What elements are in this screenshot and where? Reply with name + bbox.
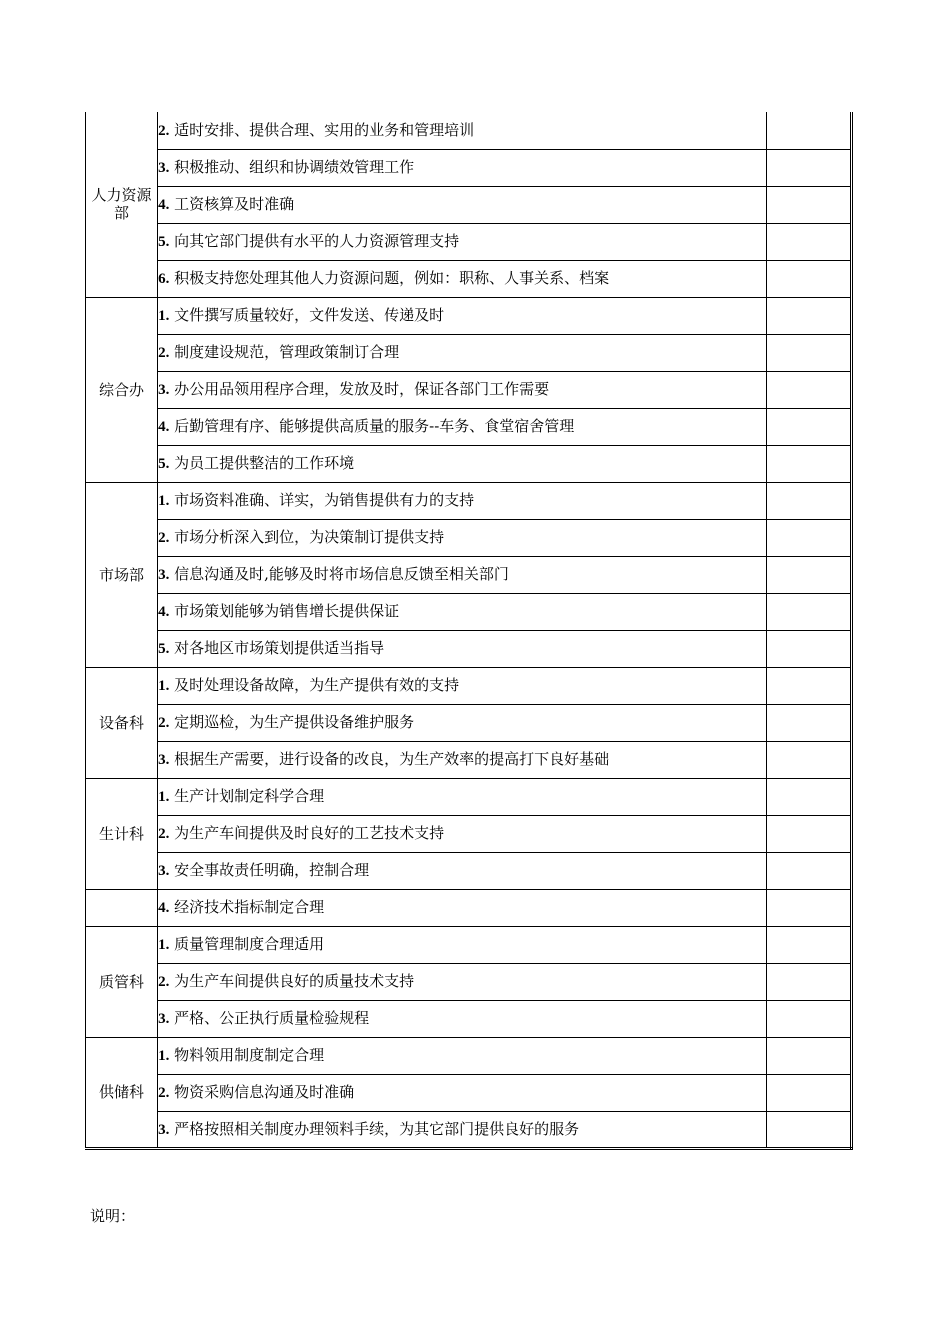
score-cell[interactable] (766, 667, 851, 704)
criterion-cell (158, 223, 767, 260)
score-cell[interactable] (766, 482, 851, 519)
criterion-number: 2. (158, 122, 170, 139)
table-row (86, 926, 852, 963)
criterion-cell (158, 260, 767, 297)
criterion-number: 1. (158, 937, 170, 953)
criterion-number: 3. (158, 160, 170, 176)
score-cell[interactable] (766, 223, 851, 260)
criterion-text: 为生产车间提供及时良好的工艺技术支持 (174, 824, 445, 842)
criterion-cell (158, 334, 767, 371)
table-row (86, 1037, 852, 1074)
criterion-text: 对各地区市场策划提供适当指导 (174, 639, 385, 657)
criterion-number: 5. (158, 456, 170, 472)
criterion-number: 3. (158, 863, 170, 879)
criterion-text: 定期巡检，为生产提供设备维护服务 (174, 713, 415, 731)
table-row (86, 963, 852, 1000)
evaluation-table-body (86, 112, 852, 1148)
score-cell[interactable] (766, 704, 851, 741)
criterion-text: 积极推动、组织和协调绩效管理工作 (174, 158, 415, 176)
score-cell[interactable] (766, 593, 851, 630)
criterion-number: 2. (158, 530, 170, 546)
criterion-number: 3. (158, 1121, 170, 1138)
score-cell[interactable] (766, 778, 851, 815)
department-cell: 质管科 (86, 926, 158, 1037)
criterion-cell (158, 667, 767, 704)
score-cell[interactable] (766, 149, 851, 186)
table-row (86, 815, 852, 852)
department-cell: 市场部 (86, 482, 158, 667)
table-row (86, 667, 852, 704)
criterion-number: 1. (158, 308, 170, 324)
score-cell[interactable] (766, 1000, 851, 1037)
department-cell (86, 889, 158, 926)
table-row (86, 556, 852, 593)
criterion-cell (158, 926, 767, 963)
department-cell: 设备科 (86, 667, 158, 778)
criterion-cell (158, 963, 767, 1000)
criterion-number: 4. (158, 419, 170, 435)
criterion-cell (158, 556, 767, 593)
score-cell[interactable] (766, 963, 851, 1000)
criterion-text: 及时处理设备故障，为生产提供有效的支持 (174, 676, 460, 694)
table-row (86, 297, 852, 334)
criterion-cell (158, 149, 767, 186)
criterion-cell (158, 778, 767, 815)
score-cell[interactable] (766, 112, 851, 149)
criterion-cell (158, 741, 767, 778)
criterion-number: 2. (158, 974, 170, 990)
department-cell: 生计科 (86, 778, 158, 889)
score-cell[interactable] (766, 334, 851, 371)
table-row (86, 408, 852, 445)
evaluation-table (85, 112, 853, 1150)
criterion-text: 制度建设规范，管理政策制订合理 (174, 343, 400, 361)
criterion-cell (158, 186, 767, 223)
table-row (86, 704, 852, 741)
criterion-number: 4. (158, 604, 170, 620)
criterion-cell (158, 1037, 767, 1074)
criterion-text: 市场分析深入到位，为决策制订提供支持 (174, 528, 445, 546)
criterion-number: 3. (158, 567, 170, 583)
criterion-text: 根据生产需要，进行设备的改良，为生产效率的提高打下良好基础 (174, 750, 610, 768)
table-row (86, 112, 852, 149)
table-row (86, 852, 852, 889)
criterion-text: 市场资料准确、详实，为销售提供有力的支持 (174, 491, 475, 509)
score-cell[interactable] (766, 1111, 851, 1148)
criterion-number: 2. (158, 345, 170, 361)
table-row (86, 889, 852, 926)
criterion-text: 办公用品领用程序合理，发放及时，保证各部门工作需要 (174, 380, 550, 398)
table-row (86, 445, 852, 482)
criterion-cell (158, 112, 767, 149)
criterion-cell (158, 593, 767, 630)
criterion-text: 为员工提供整洁的工作环境 (174, 454, 355, 472)
criterion-text: 为生产车间提供良好的质量技术支持 (174, 972, 415, 990)
criterion-number: 4. (158, 197, 170, 213)
score-cell[interactable] (766, 408, 851, 445)
table-row (86, 149, 852, 186)
criterion-cell (158, 297, 767, 334)
criterion-text: 市场策划能够为销售增长提供保证 (174, 602, 400, 620)
table-row (86, 482, 852, 519)
criterion-text: 物料领用制度制定合理 (174, 1046, 325, 1064)
score-cell[interactable] (766, 371, 851, 408)
score-cell[interactable] (766, 889, 851, 926)
criterion-cell (158, 852, 767, 889)
criterion-cell (158, 889, 767, 926)
criterion-number: 1. (158, 493, 170, 509)
table-row (86, 630, 852, 667)
criterion-text: 严格按照相关制度办理领料手续，为其它部门提供良好的服务 (174, 1119, 580, 1138)
criterion-number: 5. (158, 641, 170, 657)
table-row (86, 371, 852, 408)
criterion-number: 2. (158, 715, 170, 731)
criterion-cell (158, 704, 767, 741)
score-cell[interactable] (766, 1074, 851, 1111)
criterion-number: 2. (158, 1085, 170, 1101)
criterion-cell (158, 445, 767, 482)
score-cell[interactable] (766, 556, 851, 593)
criterion-text: 积极支持您处理其他人力资源问题，例如：职称、人事关系、档案 (174, 269, 610, 287)
criterion-number: 3. (158, 382, 170, 398)
score-cell[interactable] (766, 186, 851, 223)
criterion-number: 1. (158, 1048, 170, 1064)
table-row (86, 1111, 852, 1148)
criterion-cell (158, 1111, 767, 1148)
criterion-number: 1. (158, 678, 170, 694)
table-row (86, 186, 852, 223)
criterion-text: 严格、公正执行质量检验规程 (174, 1009, 370, 1027)
criterion-number: 5. (158, 234, 170, 250)
department-cell: 人力资源部 (86, 112, 158, 297)
score-cell[interactable] (766, 297, 851, 334)
criterion-text: 经济技术指标制定合理 (174, 898, 325, 916)
criterion-text: 质量管理制度合理适用 (174, 935, 325, 953)
table-row (86, 1000, 852, 1037)
department-cell: 供储科 (86, 1037, 158, 1148)
criterion-number: 1. (158, 789, 170, 805)
score-cell[interactable] (766, 852, 851, 889)
score-cell[interactable] (766, 815, 851, 852)
criterion-text: 适时安排、提供合理、实用的业务和管理培训 (174, 120, 475, 139)
criterion-number: 6. (158, 271, 170, 287)
table-row (86, 260, 852, 297)
criterion-cell (158, 1074, 767, 1111)
criterion-number: 3. (158, 752, 170, 768)
department-cell: 综合办 (86, 297, 158, 482)
table-row (86, 741, 852, 778)
score-cell[interactable] (766, 630, 851, 667)
table-row (86, 1074, 852, 1111)
criterion-text: 文件撰写质量较好，文件发送、传递及时 (174, 306, 445, 324)
criterion-cell (158, 482, 767, 519)
score-cell[interactable] (766, 445, 851, 482)
criterion-text: 信息沟通及时,能够及时将市场信息反馈至相关部门 (174, 565, 509, 583)
score-cell[interactable] (766, 741, 851, 778)
criterion-cell (158, 630, 767, 667)
criterion-cell (158, 815, 767, 852)
score-cell[interactable] (766, 260, 851, 297)
table-row (86, 223, 852, 260)
criterion-cell (158, 408, 767, 445)
criterion-text: 向其它部门提供有水平的人力资源管理支持 (174, 232, 460, 250)
score-cell[interactable] (766, 519, 851, 556)
table-row (86, 593, 852, 630)
criterion-number: 2. (158, 826, 170, 842)
criterion-text: 安全事故责任明确，控制合理 (174, 861, 370, 879)
criterion-number: 3. (158, 1011, 170, 1027)
table-row (86, 519, 852, 556)
criterion-cell (158, 371, 767, 408)
criterion-text: 生产计划制定科学合理 (174, 787, 325, 805)
criterion-text: 工资核算及时准确 (174, 195, 295, 213)
score-cell[interactable] (766, 926, 851, 963)
criterion-text: 后勤管理有序、能够提供高质量的服务--车务、食堂宿舍管理 (174, 417, 575, 435)
table-row (86, 778, 852, 815)
criterion-cell (158, 519, 767, 556)
criterion-text: 物资采购信息沟通及时准确 (174, 1083, 355, 1101)
criterion-number: 4. (158, 900, 170, 916)
table-row (86, 334, 852, 371)
criterion-cell (158, 1000, 767, 1037)
score-cell[interactable] (766, 1037, 851, 1074)
note-label: 说明： (90, 1207, 136, 1225)
